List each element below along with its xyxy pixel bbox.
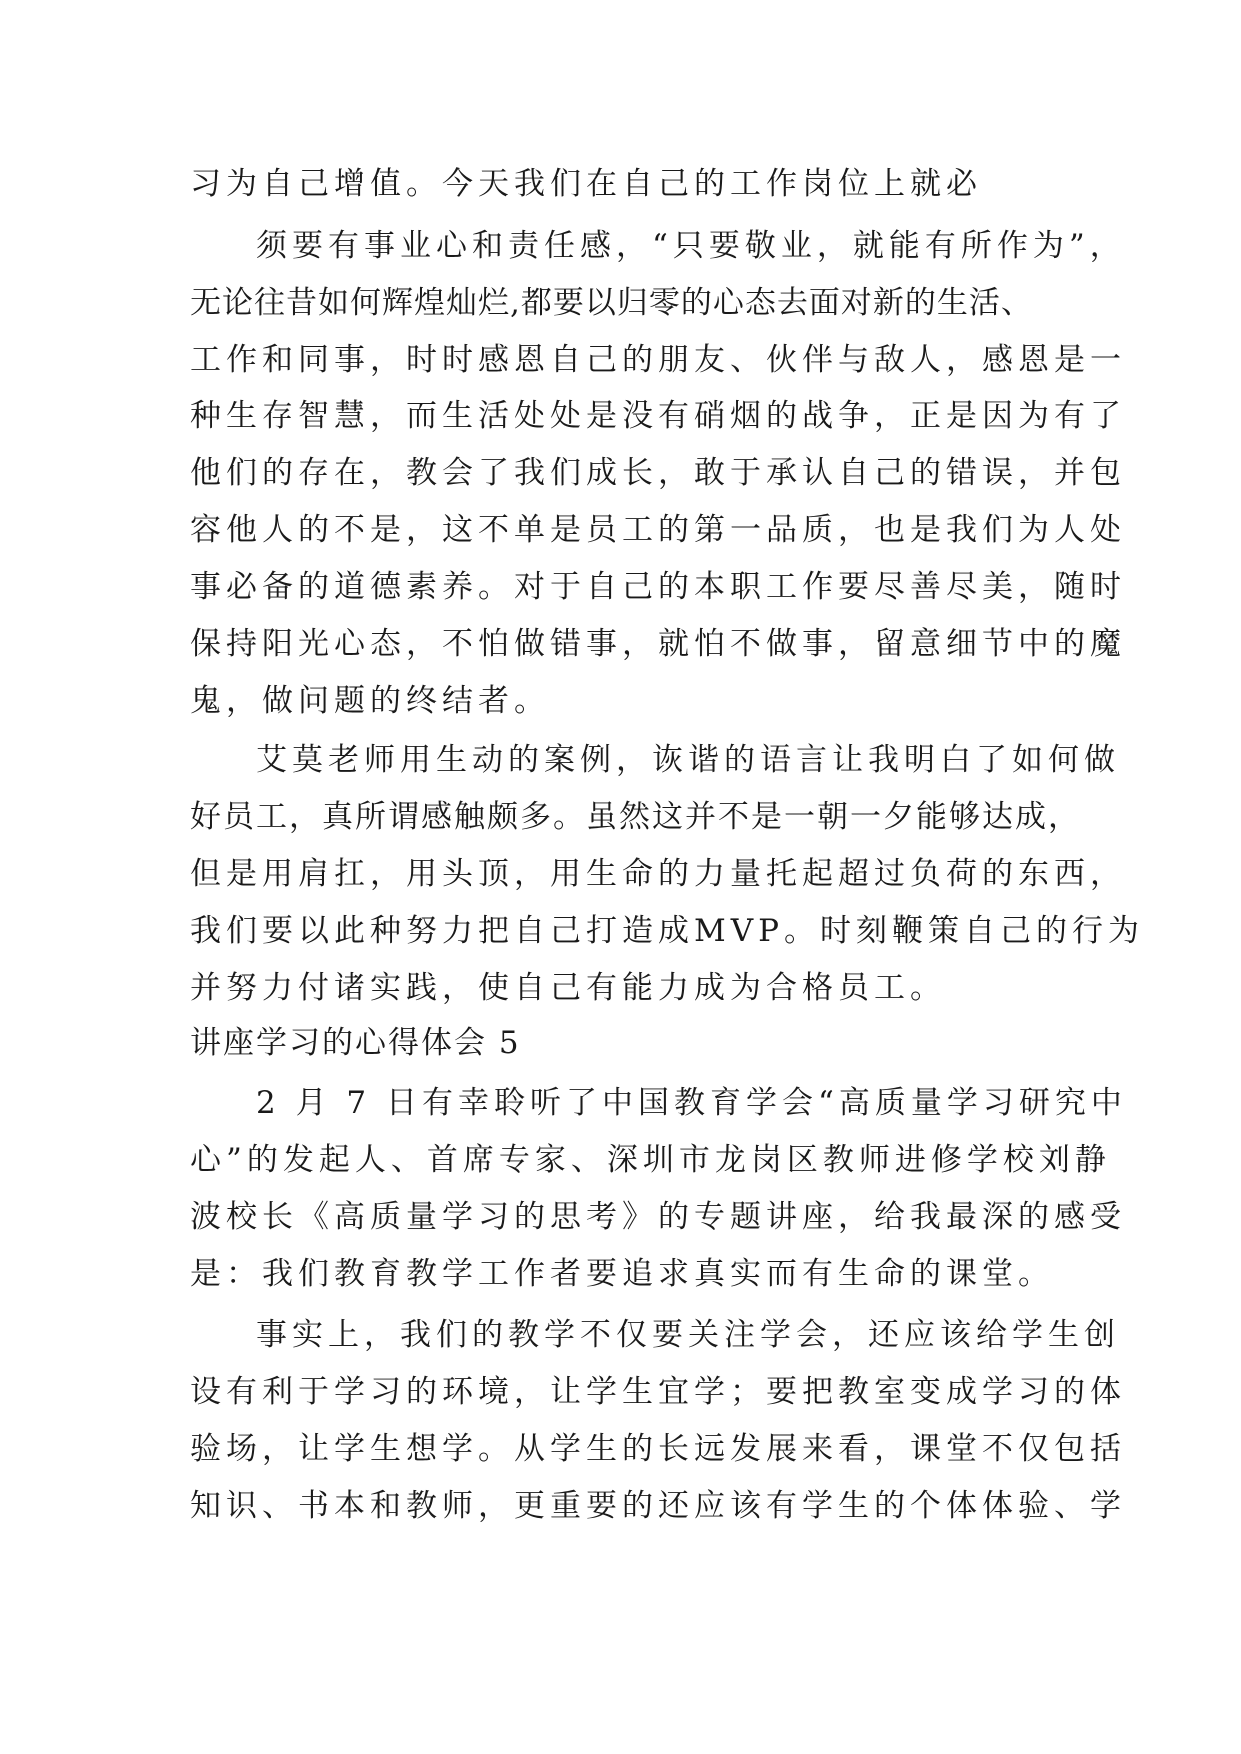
text-line: 他们的存在，教会了我们成长，敢于承认自己的错误，并包 xyxy=(190,455,1126,491)
text-line: 我们要以此种努力把自己打造成MVP。时刻鞭策自己的行为 xyxy=(190,913,1144,949)
text-line: 工作和同事，时时感恩自己的朋友、伙伴与敌人，感恩是一 xyxy=(190,342,1126,378)
text-line: 并努力付诸实践，使自己有能力成为合格员工。 xyxy=(190,970,946,1006)
text-line: 习为自己增值。今天我们在自己的工作岗位上就必 xyxy=(190,166,982,202)
text-line: 设有利于学习的环境，让学生宜学；要把教室变成学习的体 xyxy=(190,1374,1126,1410)
text-line: 好员工，真所谓感触颇多。虽然这并不是一朝一夕能够达成， xyxy=(190,799,1081,835)
text-line: 无论往昔如何辉煌灿烂,都要以归零的心态去面对新的生活、 xyxy=(190,285,1033,321)
text-line: 心”的发起人、首席专家、深圳市龙岗区教师进修学校刘静 xyxy=(190,1142,1111,1178)
text-line: 保持阳光心态，不怕做错事，就怕不做事，留意细节中的魔 xyxy=(190,626,1126,662)
text-line: 但是用肩扛，用头顶，用生命的力量托起超过负荷的东西， xyxy=(190,856,1126,892)
text-line: 种生存智慧，而生活处处是没有硝烟的战争，正是因为有了 xyxy=(190,398,1126,434)
text-line: 知识、书本和教师，更重要的还应该有学生的个体体验、学 xyxy=(190,1488,1126,1524)
paragraph-start-line: 须要有事业心和责任感，“只要敬业，就能有所作为”， xyxy=(256,228,1126,264)
text-line: 是：我们教育教学工作者要追求真实而有生命的课堂。 xyxy=(190,1256,1054,1292)
paragraph-start-line: 事实上，我们的教学不仅要关注学会，还应该给学生创 xyxy=(256,1317,1120,1353)
paragraph-start-line: 2 月 7 日有幸聆听了中国教育学会“高质量学习研究中 xyxy=(256,1085,1127,1121)
text-line: 波校长《高质量学习的思考》的专题讲座，给我最深的感受 xyxy=(190,1199,1126,1235)
text-line: 事必备的道德素养。对于自己的本职工作要尽善尽美，随时 xyxy=(190,569,1126,605)
paragraph-start-line: 艾莫老师用生动的案例，诙谐的语言让我明白了如何做 xyxy=(256,742,1120,778)
text-line: 容他人的不是，这不单是员工的第一品质，也是我们为人处 xyxy=(190,512,1126,548)
text-line: 验场，让学生想学。从学生的长远发展来看，课堂不仅包括 xyxy=(190,1431,1126,1467)
text-line: 鬼，做问题的终结者。 xyxy=(190,683,550,719)
section-heading: 讲座学习的心得体会 5 xyxy=(190,1025,521,1061)
